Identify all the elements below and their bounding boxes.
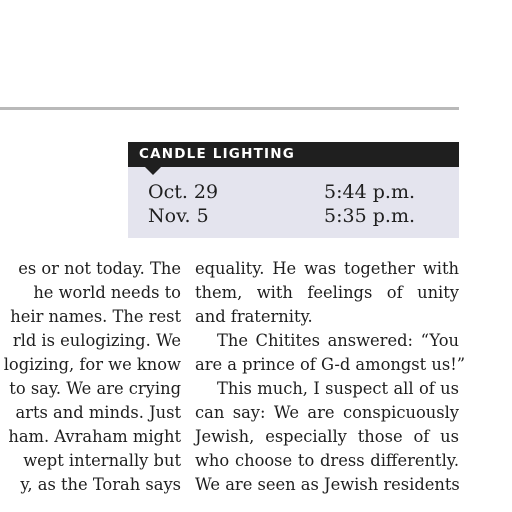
text-line: to say. We are crying	[9, 379, 181, 398]
text-line: he world needs to	[33, 283, 181, 302]
text-line: ham. Avraham might	[8, 427, 181, 446]
candle-lighting-time: 5:44 p.m.	[324, 181, 415, 203]
text-line: rld is eulogizing. We	[12, 331, 181, 350]
candle-lighting-box	[128, 142, 459, 238]
text-line: and fraternity.	[195, 307, 313, 326]
text-line: equality. He was together with	[195, 259, 459, 278]
text-line: This much, I suspect all of us	[217, 379, 459, 398]
text-line: y, as the Torah says	[20, 475, 181, 494]
candle-lighting-row	[128, 205, 459, 227]
header-notch-pointer	[145, 167, 161, 175]
text-line: can say: We are conspicuously	[195, 403, 459, 422]
right-text-column	[195, 257, 466, 497]
text-line: arts and minds. Just	[15, 403, 181, 422]
text-line: heir names. The rest	[10, 307, 181, 326]
candle-lighting-title: CANDLE LIGHTING	[128, 142, 459, 167]
candle-lighting-row	[128, 181, 459, 203]
text-line: them, with feelings of unity	[195, 283, 459, 302]
text-line: wept internally but	[23, 451, 181, 470]
candle-lighting-date: Oct. 29	[148, 181, 219, 203]
candle-lighting-date: Nov. 5	[148, 205, 209, 227]
text-line: es or not today. The	[18, 259, 181, 278]
text-line: who choose to dress differently.	[195, 451, 459, 470]
candle-lighting-time: 5:35 p.m.	[324, 205, 415, 227]
text-line: We are seen as Jewish residents	[195, 475, 460, 494]
text-line: Jewish, especially those of us	[195, 427, 459, 446]
text-line: are a prince of G-d amongst us!”	[195, 355, 466, 374]
text-line: logizing, for we know	[3, 355, 181, 374]
section-divider-rule	[0, 107, 459, 110]
text-line: The Chitites answered: “You	[217, 331, 459, 350]
left-text-column	[0, 257, 181, 497]
